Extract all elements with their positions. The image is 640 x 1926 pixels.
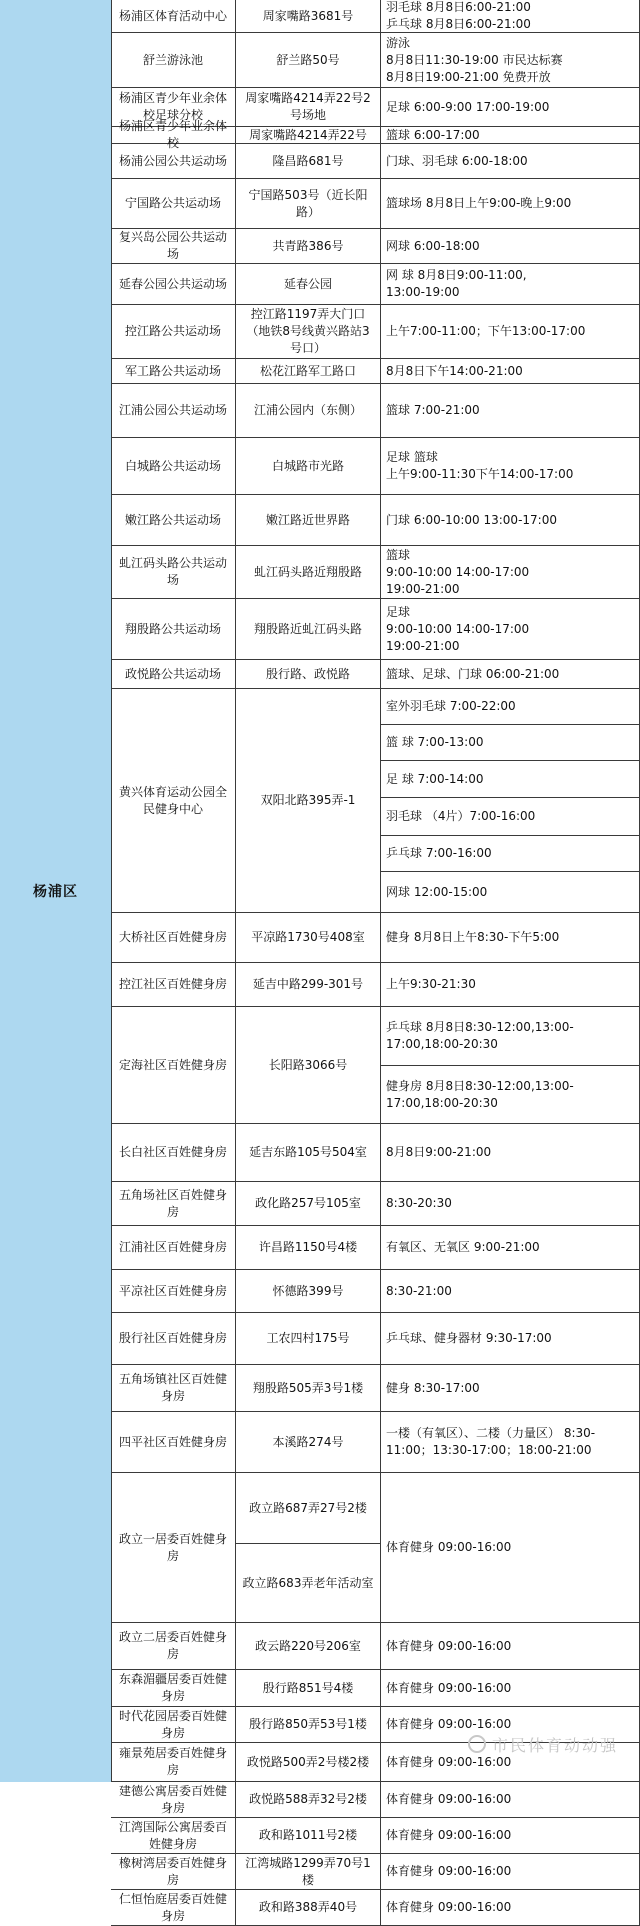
opening-hours: 体育健身 09:00-16:00 [381, 1473, 640, 1623]
venue-name: 杨浦公园公共运动场 [111, 144, 236, 179]
opening-hours: 网球 6:00-18:00 [381, 229, 640, 264]
venue-address: 长阳路3066号 [236, 1007, 381, 1124]
opening-hours: 篮球 6:00-17:00 [381, 127, 640, 144]
venue-address: 本溪路274号 [236, 1412, 381, 1473]
venue-address: 政云路220号206室 [236, 1623, 381, 1670]
venue-address: 共青路386号 [236, 229, 381, 264]
venue-name: 殷行社区百姓健身房 [111, 1313, 236, 1365]
venue-name: 控江社区百姓健身房 [111, 963, 236, 1007]
opening-hours: 体育健身 09:00-16:00 [381, 1854, 640, 1890]
opening-hours: 篮球、足球、门球 06:00-21:00 [381, 660, 640, 689]
venue-address: 殷行路850弄53号1楼 [236, 1707, 381, 1743]
opening-hours: 室外羽毛球 7:00-22:00 [381, 689, 640, 725]
venue-name: 大桥社区百姓健身房 [111, 913, 236, 963]
venue-name: 复兴岛公园公共运动场 [111, 229, 236, 264]
venue-name: 东森湄疆居委百姓健身房 [111, 1670, 236, 1707]
venue-address: 政化路257号105室 [236, 1182, 381, 1226]
opening-hours: 网 球 8月8日9:00-11:00, 13:00-19:00 [381, 264, 640, 305]
venue-name: 时代花园居委百姓健身房 [111, 1707, 236, 1743]
venue-name: 白城路公共运动场 [111, 438, 236, 495]
venue-address: 江湾城路1299弄70号1楼 [236, 1854, 381, 1890]
opening-hours: 健身 8:30-17:00 [381, 1365, 640, 1412]
opening-hours: 足球 篮球 上午9:00-11:30下午14:00-17:00 [381, 438, 640, 495]
venue-address: 周家嘴路4214弄22号2号场地 [236, 88, 381, 127]
venue-name: 建德公寓居委百姓健身房 [111, 1782, 236, 1818]
opening-hours: 乒乓球 8月8日8:30-12:00,13:00-17:00,18:00-20:30 [381, 1007, 640, 1066]
venue-name: 定海社区百姓健身房 [111, 1007, 236, 1124]
opening-hours: 8:30-21:00 [381, 1270, 640, 1313]
opening-hours: 乒乓球、健身器材 9:30-17:00 [381, 1313, 640, 1365]
opening-hours: 体育健身 09:00-16:00 [381, 1818, 640, 1854]
venue-name: 宁国路公共运动场 [111, 179, 236, 229]
venue-name: 杨浦区青少年业余体校足球分校 [111, 88, 236, 127]
schedule-table [111, 0, 640, 1923]
venue-address: 延春公园 [236, 264, 381, 305]
venue-address: 政悦路500弄2号楼2楼 [236, 1743, 381, 1782]
venue-name: 五角场社区百姓健身房 [111, 1182, 236, 1226]
venue-address: 政和路1011号2楼 [236, 1818, 381, 1854]
opening-hours: 体育健身 09:00-16:00 [381, 1623, 640, 1670]
venue-address: 虬江码头路近翔殷路 [236, 546, 381, 599]
opening-hours: 上午9:30-21:30 [381, 963, 640, 1007]
venue-name: 五角场镇社区百姓健身房 [111, 1365, 236, 1412]
venue-name: 江浦社区百姓健身房 [111, 1226, 236, 1270]
venue-address: 延吉东路105号504室 [236, 1124, 381, 1182]
venue-address: 松花江路军工路口 [236, 359, 381, 384]
venue-name: 虬江码头路公共运动场 [111, 546, 236, 599]
venue-address: 翔殷路505弄3号1楼 [236, 1365, 381, 1412]
venue-address: 舒兰路50号 [236, 33, 381, 88]
venue-address: 周家嘴路4214弄22号 [236, 127, 381, 144]
venue-address: 政立路687弄27号2楼 [236, 1473, 381, 1544]
venue-name: 仁恒怡庭居委百姓健身房 [111, 1890, 236, 1926]
opening-hours: 8月8日下午14:00-21:00 [381, 359, 640, 384]
venue-name: 江湾国际公寓居委百姓健身房 [111, 1818, 236, 1854]
venue-name: 延春公园公共运动场 [111, 264, 236, 305]
venue-name: 长白社区百姓健身房 [111, 1124, 236, 1182]
opening-hours: 足球 6:00-9:00 17:00-19:00 [381, 88, 640, 127]
venue-address: 双阳北路395弄-1 [236, 689, 381, 913]
venue-address: 政悦路588弄32号2楼 [236, 1782, 381, 1818]
venue-address: 江浦公园内（东侧） [236, 384, 381, 438]
venue-address: 殷行路851号4楼 [236, 1670, 381, 1707]
opening-hours: 体育健身 09:00-16:00 [381, 1743, 640, 1782]
opening-hours: 健身房 8月8日8:30-12:00,13:00-17:00,18:00-20:30 [381, 1066, 640, 1124]
opening-hours: 门球、羽毛球 6:00-18:00 [381, 144, 640, 179]
opening-hours: 足 球 7:00-14:00 [381, 761, 640, 798]
venue-address: 隆昌路681号 [236, 144, 381, 179]
venue-name: 四平社区百姓健身房 [111, 1412, 236, 1473]
opening-hours: 篮球 9:00-10:00 14:00-17:00 19:00-21:00 [381, 546, 640, 599]
venue-address: 控江路1197弄大门口（地铁8号线黄兴路站3号口） [236, 305, 381, 359]
venue-name: 控江路公共运动场 [111, 305, 236, 359]
opening-hours: 羽毛球 （4片）7:00-16:00 [381, 798, 640, 836]
venue-name: 舒兰游泳池 [111, 33, 236, 88]
opening-hours: 有氧区、无氧区 9:00-21:00 [381, 1226, 640, 1270]
venue-address: 延吉中路299-301号 [236, 963, 381, 1007]
venue-address: 宁国路503号（近长阳路） [236, 179, 381, 229]
opening-hours: 篮 球 7:00-13:00 [381, 725, 640, 761]
venue-name: 政立一居委百姓健身房 [111, 1473, 236, 1623]
opening-hours: 羽毛球 8月8日6:00-21:00 乒乓球 8月8日6:00-21:00 [381, 0, 640, 33]
opening-hours: 8月8日9:00-21:00 [381, 1124, 640, 1182]
venue-name: 嫩江路公共运动场 [111, 495, 236, 546]
opening-hours: 游泳 8月8日11:30-19:00 市民达标赛 8月8日19:00-21:00 免费开放 [381, 33, 640, 88]
venue-address: 殷行路、政悦路 [236, 660, 381, 689]
venue-name: 政立二居委百姓健身房 [111, 1623, 236, 1670]
opening-hours: 篮球 7:00-21:00 [381, 384, 640, 438]
venue-address: 工农四村175号 [236, 1313, 381, 1365]
opening-hours: 体育健身 09:00-16:00 [381, 1890, 640, 1926]
opening-hours: 足球 9:00-10:00 14:00-17:00 19:00-21:00 [381, 599, 640, 660]
venue-address: 白城路市光路 [236, 438, 381, 495]
venue-name: 军工路公共运动场 [111, 359, 236, 384]
opening-hours: 篮球场 8月8日上午9:00-晚上9:00 [381, 179, 640, 229]
venue-name: 黄兴体育运动公园全民健身中心 [111, 689, 236, 913]
opening-hours: 乒乓球 7:00-16:00 [381, 836, 640, 872]
venue-address: 政立路683弄老年活动室 [236, 1544, 381, 1623]
venue-address: 周家嘴路3681号 [236, 0, 381, 33]
opening-hours: 体育健身 09:00-16:00 [381, 1670, 640, 1707]
opening-hours: 健身 8月8日上午8:30-下午5:00 [381, 913, 640, 963]
watermark-text: 市民体育动动强 [491, 1736, 618, 1755]
venue-address: 嫩江路近世界路 [236, 495, 381, 546]
venue-name: 江浦公园公共运动场 [111, 384, 236, 438]
opening-hours: 网球 12:00-15:00 [381, 872, 640, 913]
opening-hours: 一楼（有氧区）、二楼（力量区） 8:30-11:00；13:30-17:00；18:00-21:00 [381, 1412, 640, 1473]
venue-address: 许昌路1150号4楼 [236, 1226, 381, 1270]
venue-name: 平凉社区百姓健身房 [111, 1270, 236, 1313]
opening-hours: 上午7:00-11:00；下午13:00-17:00 [381, 305, 640, 359]
venue-address: 政和路388弄40号 [236, 1890, 381, 1926]
venue-name: 政悦路公共运动场 [111, 660, 236, 689]
opening-hours: 8:30-20:30 [381, 1182, 640, 1226]
venue-address: 翔殷路近虬江码头路 [236, 599, 381, 660]
venue-name: 橡树湾居委百姓健身房 [111, 1854, 236, 1890]
venue-name: 翔殷路公共运动场 [111, 599, 236, 660]
opening-hours: 体育健身 09:00-16:00 [381, 1782, 640, 1818]
opening-hours: 门球 6:00-10:00 13:00-17:00 [381, 495, 640, 546]
venue-name: 雍景苑居委百姓健身房 [111, 1743, 236, 1782]
venue-name: 杨浦区体育活动中心 [111, 0, 236, 33]
venue-address: 怀德路399号 [236, 1270, 381, 1313]
venue-name: 杨浦区青少年业余体校 [111, 127, 236, 144]
venue-address: 平凉路1730号408室 [236, 913, 381, 963]
opening-hours: 体育健身 09:00-16:00 [381, 1707, 640, 1743]
district-label: 杨浦区 [0, 0, 112, 1782]
